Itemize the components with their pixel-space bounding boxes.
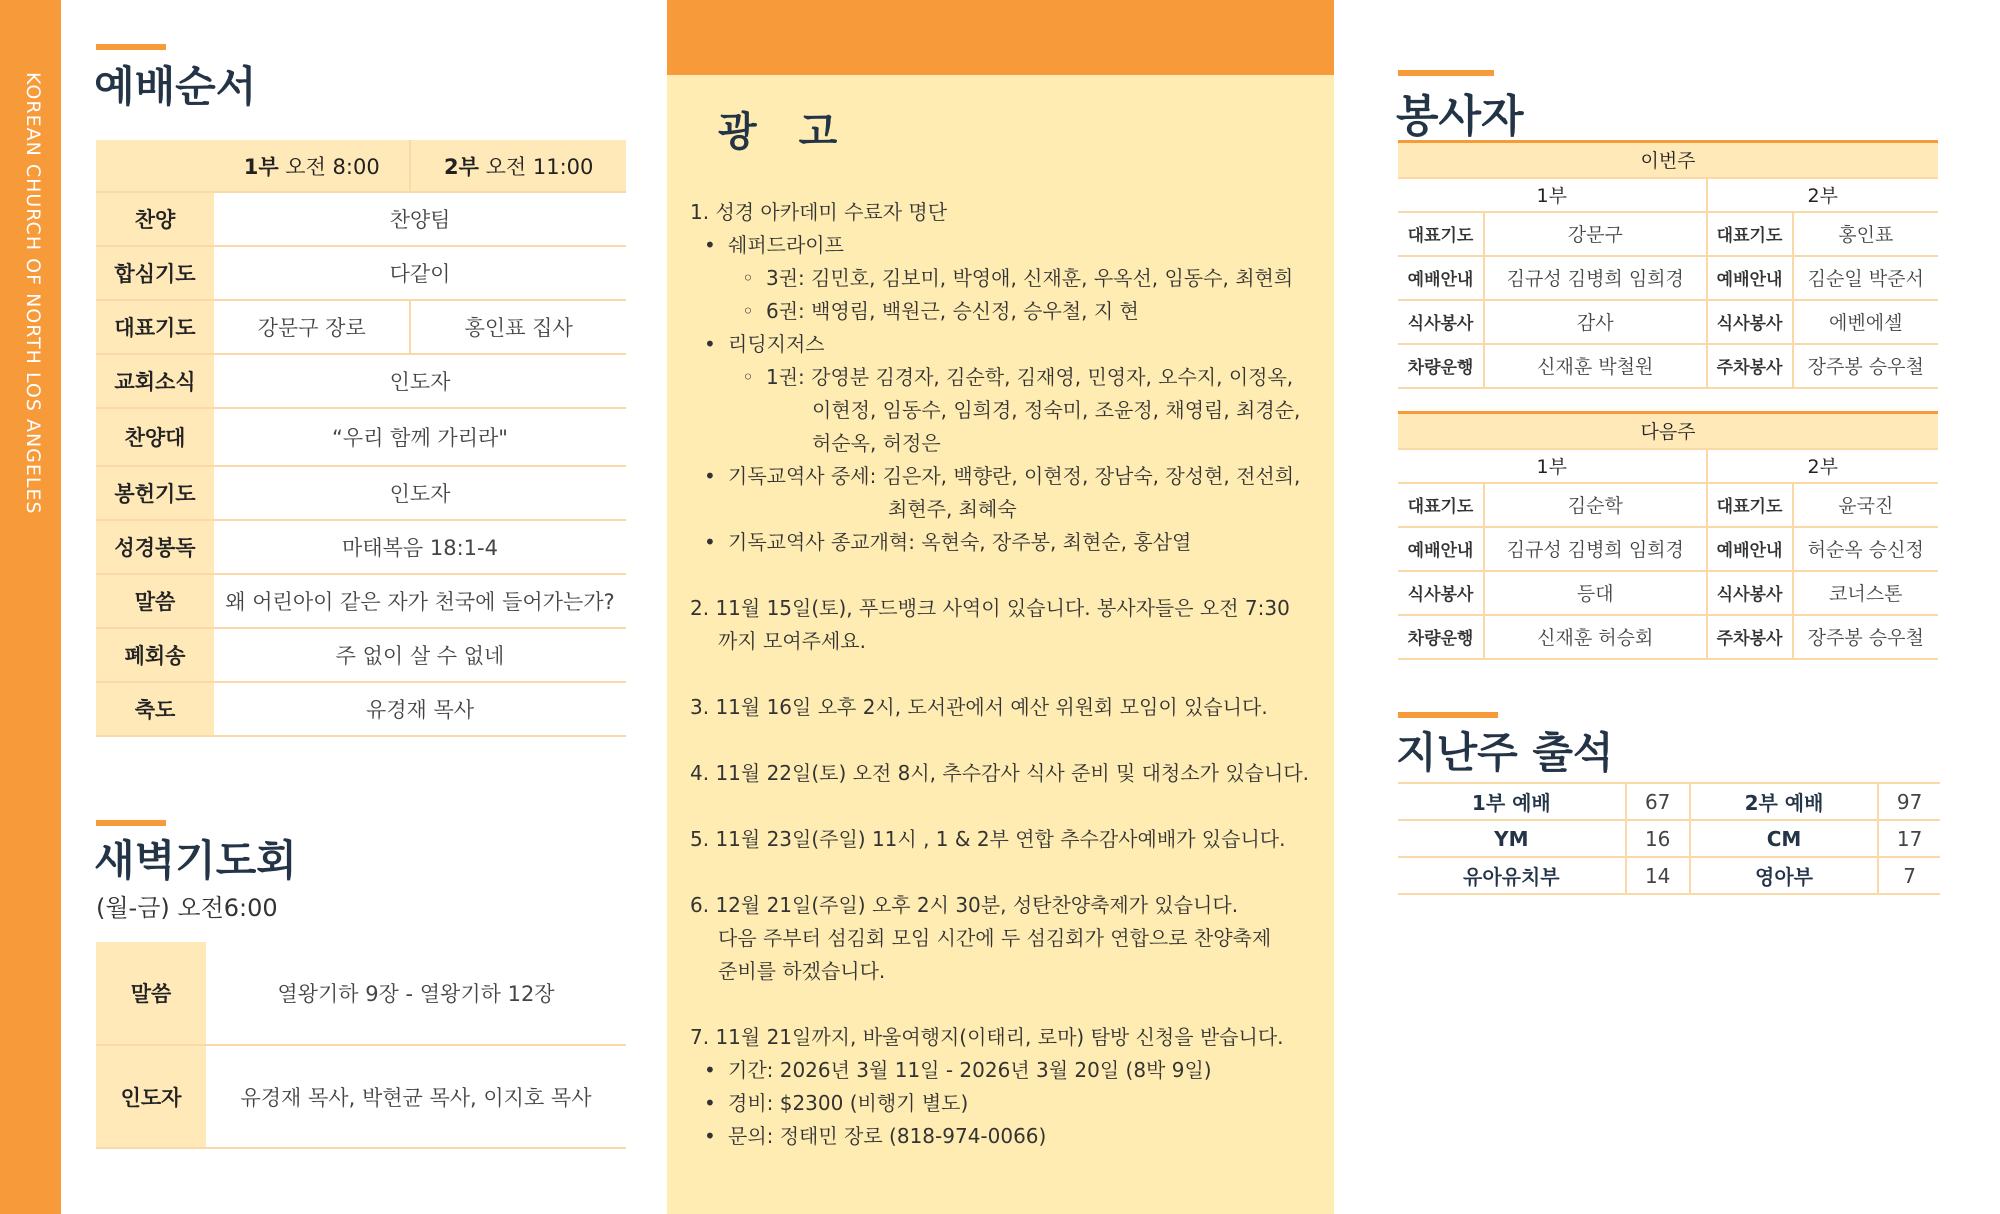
announcement-body	[690, 196, 1330, 1186]
duty-label: 식사봉사	[1398, 300, 1484, 344]
duty-label: 예배안내	[1398, 256, 1484, 300]
sub-bullet-line: 이현정, 임동수, 임희경, 정숙미, 조윤정, 채영림, 최경순,	[812, 398, 1301, 422]
announcement-line: 2. 11월 15일(토), 푸드뱅크 사역이 있습니다. 봉사자들은 오전 7:30	[690, 596, 1290, 620]
duty-value: 장주봉 승우철	[1793, 615, 1938, 659]
duty-value: 김규성 김병희 임희경	[1484, 527, 1707, 571]
announcement-title: 광 고	[718, 108, 852, 155]
duty-value: 장주봉 승우철	[1793, 344, 1938, 388]
announcement-line: 준비를 하겠습니다.	[718, 959, 886, 983]
duty-value: 코너스톤	[1793, 571, 1938, 615]
order-label: 교회소식	[96, 354, 214, 408]
order-label: 말씀	[96, 574, 214, 628]
announcement-item	[690, 1021, 1330, 1153]
duty-label: 차량운행	[1398, 344, 1484, 388]
service-header: 1부	[1398, 449, 1707, 483]
order-value: 마태복음 18:1-4	[214, 520, 626, 574]
order-header-blank	[96, 140, 214, 192]
service-header: 2부	[1707, 449, 1938, 483]
attendance-count: 7	[1878, 857, 1940, 894]
sub-bullet-line: 허순옥, 허정은	[812, 431, 941, 455]
service-header: 1부	[1398, 178, 1707, 212]
duty-label: 주차봉사	[1707, 615, 1793, 659]
announcement-top-band	[667, 0, 1334, 75]
duty-value: 윤국진	[1793, 483, 1938, 527]
duty-label: 차량운행	[1398, 615, 1484, 659]
duty-label: 식사봉사	[1707, 571, 1793, 615]
attendance-label: 1부 예배	[1398, 783, 1626, 820]
volunteer-row	[1398, 483, 1938, 527]
announcement-item: 3. 11월 16일 오후 2시, 도서관에서 예산 위원회 모임이 있습니다.	[690, 695, 1268, 719]
table-caption: 이번주	[1398, 142, 1938, 178]
dawn-value: 유경재 목사, 박현균 목사, 이지호 목사	[206, 1045, 626, 1148]
attendance-row	[1398, 783, 1940, 820]
order-value-s2: 홍인표 집사	[410, 300, 626, 354]
duty-value: 홍인표	[1793, 212, 1938, 256]
announcement-item	[690, 196, 1330, 559]
duty-label: 주차봉사	[1707, 344, 1793, 388]
bullet-line: 기독교역사 중세: 김은자, 백향란, 이현정, 장남숙, 장성현, 전선희,	[728, 464, 1301, 488]
attendance-label: CM	[1690, 820, 1879, 857]
duty-value: 에벤에셀	[1793, 300, 1938, 344]
announcement-item	[690, 592, 1330, 658]
order-value: 찬양팀	[214, 192, 626, 246]
volunteer-row	[1398, 527, 1938, 571]
church-name: KOREAN CHURCH OF NORTH LOS ANGELES	[22, 72, 44, 515]
order-value: 인도자	[214, 466, 626, 520]
order-value-s1: 강문구 장로	[214, 300, 410, 354]
attendance-title: 지난주 출석	[1396, 728, 1614, 777]
order-row	[96, 628, 626, 682]
duty-label: 예배안내	[1707, 256, 1793, 300]
order-label: 대표기도	[96, 300, 214, 354]
attendance-table	[1398, 782, 1940, 895]
bullet-item: • 쉐퍼드라이프	[690, 229, 1330, 262]
volunteer-row	[1398, 344, 1938, 388]
duty-value: 신재훈 허승회	[1484, 615, 1707, 659]
table-caption-row	[1398, 142, 1938, 178]
dawn-table	[96, 942, 626, 1149]
order-value: 왜 어린아이 같은 자가 천국에 들어가는가?	[214, 574, 626, 628]
order-row	[96, 520, 626, 574]
volunteer-next-week-table	[1398, 411, 1938, 660]
order-value: “우리 함께 가리라"	[214, 408, 626, 466]
attendance-count: 17	[1878, 820, 1940, 857]
attendance-count: 14	[1626, 857, 1690, 894]
order-label: 폐회송	[96, 628, 214, 682]
bullet-item: • 경비: $2300 (비행기 별도)	[690, 1087, 1330, 1120]
order-value: 유경재 목사	[214, 682, 626, 736]
order-row	[96, 192, 626, 246]
order-label: 찬양	[96, 192, 214, 246]
bullet-item: • 문의: 정태민 장로 (818-974-0066)	[690, 1120, 1330, 1153]
attendance-label: 유아유치부	[1398, 857, 1626, 894]
volunteer-row	[1398, 212, 1938, 256]
dawn-accent-bar	[96, 820, 166, 826]
duty-value: 김규성 김병희 임희경	[1484, 256, 1707, 300]
dawn-value: 열왕기하 9장 - 열왕기하 12장	[206, 942, 626, 1045]
order-header-s1: 1부 오전 8:00	[214, 140, 410, 192]
order-title: 예배순서	[94, 62, 257, 111]
announcement-item	[690, 889, 1330, 988]
dawn-title: 새벽기도회	[94, 836, 297, 885]
order-row	[96, 246, 626, 300]
duty-label: 대표기도	[1707, 483, 1793, 527]
order-row	[96, 354, 626, 408]
service-header: 2부	[1707, 178, 1938, 212]
announcement-item: 4. 11월 22일(토) 오전 8시, 추수감사 식사 준비 및 대청소가 있습니다.	[690, 761, 1309, 785]
bullet-item: • 기간: 2026년 3월 11일 - 2026년 3월 20일 (8박 9일)	[690, 1054, 1330, 1087]
table-caption: 다음주	[1398, 413, 1938, 449]
volunteer-this-week-table	[1398, 140, 1938, 389]
announcement-line: 6. 12월 21일(주일) 오후 2시 30분, 성탄찬양축제가 있습니다.	[690, 893, 1239, 917]
duty-label: 대표기도	[1398, 483, 1484, 527]
volunteer-accent-bar	[1398, 70, 1494, 76]
bullet-item: • 리딩지저스	[690, 328, 1330, 361]
attendance-count: 67	[1626, 783, 1690, 820]
duty-value: 강문구	[1484, 212, 1707, 256]
attendance-label: YM	[1398, 820, 1626, 857]
sub-bullet-item	[690, 361, 1330, 460]
duty-label: 식사봉사	[1398, 571, 1484, 615]
bullet-item: • 기독교역사 종교개혁: 옥현숙, 장주봉, 최현순, 홍삼열	[690, 526, 1330, 559]
announcement-heading: 1. 성경 아카데미 수료자 명단	[690, 200, 948, 224]
order-row	[96, 682, 626, 736]
duty-value: 신재훈 박철원	[1484, 344, 1707, 388]
duty-label: 식사봉사	[1707, 300, 1793, 344]
volunteer-row	[1398, 615, 1938, 659]
order-label: 봉헌기도	[96, 466, 214, 520]
attendance-label: 2부 예배	[1690, 783, 1879, 820]
service-header-row	[1398, 178, 1938, 212]
dawn-row	[96, 1045, 626, 1148]
duty-value: 감사	[1484, 300, 1707, 344]
duty-value: 김순일 박준서	[1793, 256, 1938, 300]
announcement-line: 다음 주부터 섬김회 모임 시간에 두 섬김회가 연합으로 찬양축제	[718, 926, 1272, 950]
order-header-row	[96, 140, 626, 192]
order-table	[96, 140, 626, 737]
order-value: 인도자	[214, 354, 626, 408]
attendance-count: 97	[1878, 783, 1940, 820]
volunteer-row	[1398, 571, 1938, 615]
order-accent-bar	[96, 44, 166, 50]
dawn-label: 인도자	[96, 1045, 206, 1148]
order-label: 성경봉독	[96, 520, 214, 574]
order-row	[96, 300, 626, 354]
attendance-row	[1398, 857, 1940, 894]
announcement-heading: 7. 11월 21일까지, 바울여행지(이태리, 로마) 탐방 신청을 받습니다.	[690, 1025, 1284, 1049]
duty-label: 예배안내	[1398, 527, 1484, 571]
order-value: 주 없이 살 수 없네	[214, 628, 626, 682]
sub-bullet-item: ◦ 6권: 백영림, 백원근, 승신정, 승우철, 지 현	[690, 295, 1330, 328]
order-value: 다같이	[214, 246, 626, 300]
dawn-label: 말씀	[96, 942, 206, 1045]
bullet-item	[690, 460, 1330, 526]
order-row	[96, 574, 626, 628]
volunteer-row	[1398, 256, 1938, 300]
volunteer-title: 봉사자	[1396, 91, 1524, 142]
service-header-row	[1398, 449, 1938, 483]
dawn-row	[96, 942, 626, 1045]
order-header-s2: 2부 오전 11:00	[410, 140, 626, 192]
table-caption-row	[1398, 413, 1938, 449]
announcement-line: 까지 모여주세요.	[718, 629, 866, 653]
attendance-label: 영아부	[1690, 857, 1879, 894]
duty-value: 허순옥 승신정	[1793, 527, 1938, 571]
sub-bullet-line: 1권: 강영분 김경자, 김순학, 김재영, 민영자, 오수지, 이정옥,	[766, 365, 1294, 389]
duty-value: 김순학	[1484, 483, 1707, 527]
order-label: 축도	[96, 682, 214, 736]
order-row	[96, 466, 626, 520]
attendance-count: 16	[1626, 820, 1690, 857]
duty-value: 등대	[1484, 571, 1707, 615]
duty-label: 대표기도	[1398, 212, 1484, 256]
order-row	[96, 408, 626, 466]
volunteer-row	[1398, 300, 1938, 344]
order-label: 합심기도	[96, 246, 214, 300]
announcement-item: 5. 11월 23일(주일) 11시 , 1 & 2부 연합 추수감사예배가 있습니다.	[690, 827, 1286, 851]
bullet-line: 최현주, 최혜숙	[888, 497, 1017, 521]
duty-label: 예배안내	[1707, 527, 1793, 571]
attendance-accent-bar	[1398, 712, 1498, 718]
order-label: 찬양대	[96, 408, 214, 466]
attendance-row	[1398, 820, 1940, 857]
dawn-time: (월-금) 오전6:00	[96, 894, 278, 922]
duty-label: 대표기도	[1707, 212, 1793, 256]
sub-bullet-item: ◦ 3권: 김민호, 김보미, 박영애, 신재훈, 우옥선, 임동수, 최현희	[690, 262, 1330, 295]
